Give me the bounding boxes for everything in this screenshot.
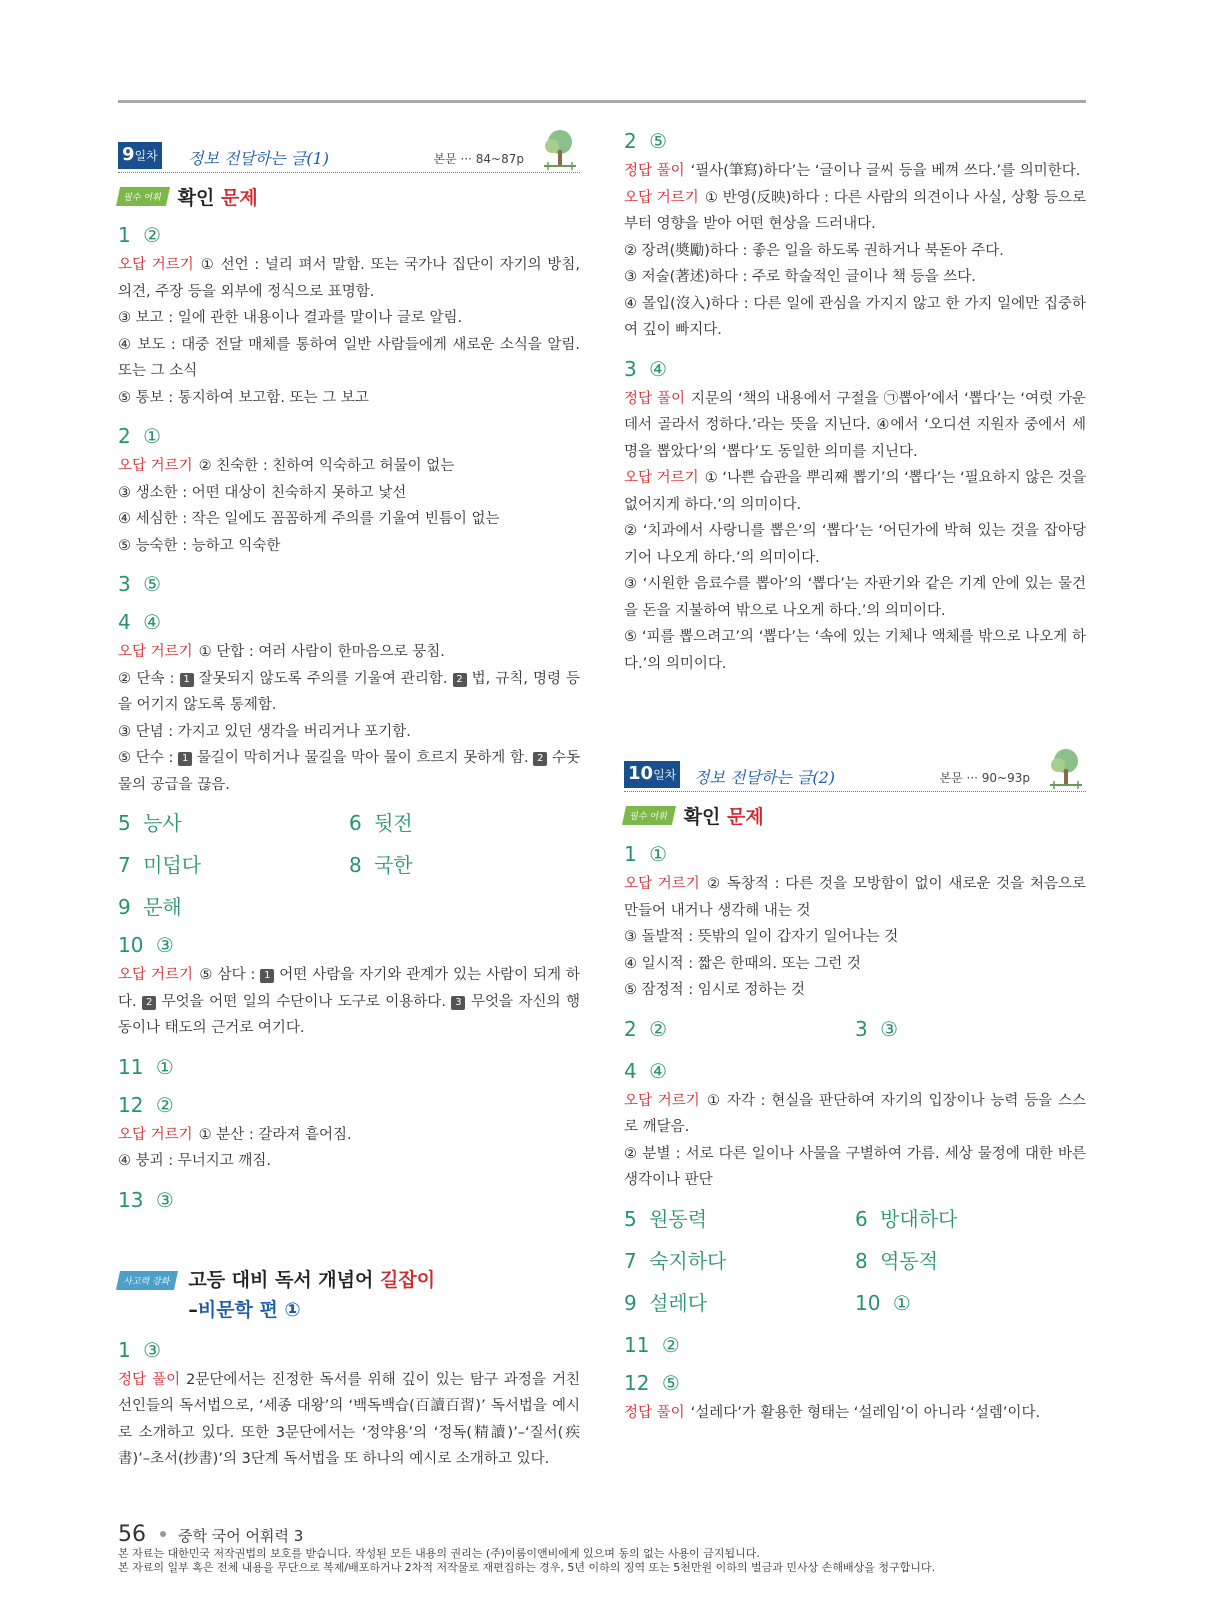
answer-row (624, 1194, 1086, 1236)
answer-value: ④ (143, 610, 162, 634)
explanation (624, 871, 1086, 924)
day9-answer-10 (118, 932, 580, 958)
day10-answer-2 (624, 1016, 855, 1042)
answer-value: ① (649, 842, 668, 866)
explanation-text: 수돗물의 공급을 끊음. (118, 750, 581, 793)
copyright-line-1: 본 자료는 대한민국 저작권법의 보호를 받습니다. 작성된 모든 내용의 권리는 (주)이룸이앤비에게 있으며 동의 없는 사용이 금지됩니다. (118, 1547, 760, 1560)
label-tag: 정답 풀이 (118, 1371, 181, 1388)
explanation (624, 1400, 1086, 1427)
explanation-text: ‘필사(筆寫)하다’는 ‘글이나 글씨 등을 베껴 쓰다.’를 의미한다. (690, 163, 1081, 179)
answer-number: 9 (624, 1290, 637, 1315)
explanation-text: 무엇을 어떤 일의 수단이나 도구로 이용하다. (161, 993, 446, 1010)
explanation-text: ② 친숙한 : 친하여 익숙하고 허물이 없는 (198, 458, 455, 474)
label-tag: 정답 풀이 (624, 1404, 685, 1421)
answer-value: ④ (649, 356, 668, 381)
day10-badge (624, 761, 680, 788)
explanation-text: 무엇을 자신의 행동이나 태도의 근거로 여기다. (118, 993, 581, 1036)
explanation: ⑤ 통보 : 통지하여 보고함. 또는 그 보고 (118, 389, 369, 406)
tree-icon (1048, 747, 1084, 791)
explanation: ④ 붕괴 : 무너지고 깨짐. (118, 1153, 271, 1169)
answer-number: 8 (855, 1248, 868, 1273)
day10-answer-5 (624, 1206, 855, 1232)
explanation (118, 252, 580, 305)
answer-number: 4 (118, 610, 131, 634)
day9-header (118, 128, 580, 173)
day10-answer-4 (624, 1058, 1086, 1084)
explanation-text: 지문의 ‘책의 내용에서 구절을 ㉠뽑아’에서 ‘뽑다’는 ‘여럿 가운데서 골라서 정하다.’라는 뜻을 지닌다. ④에서 ‘오디션 지원자 중에서 세 명을 뽑았다’의 ‘뽑다’도 동일한 의미를 지닌다. (624, 390, 1086, 460)
explanation: ③ 저술(著述)하다 : 주로 학술적인 글이나 책 등을 쓰다. (624, 269, 976, 285)
answer-value: ② (155, 1092, 174, 1117)
day9-section-title-a: 확인 (177, 187, 215, 209)
day10-title: 정보 전달하는 글(2) (694, 768, 836, 787)
day9-section-title (178, 183, 258, 210)
day9-answer-7 (118, 852, 349, 878)
day10-answer-8 (855, 1248, 1086, 1274)
day9-badge-suffix: 일차 (134, 149, 158, 163)
explanation: ⑤ ‘피를 뽑으려고’의 ‘뽑다’는 ‘속에 있는 기체나 액체를 밖으로 나오게 하다.’의 의미이다. (624, 629, 1086, 672)
explanation (624, 465, 1086, 518)
explanation (118, 1122, 580, 1149)
day9-section-head (118, 183, 580, 210)
answer-number: 12 (118, 1092, 144, 1117)
answer-value: ⑤ (649, 129, 668, 153)
answer-row (118, 840, 580, 882)
answer-value: ① (155, 1054, 174, 1079)
explanation-text: 2문단에서는 진정한 독서를 위해 깊이 있는 탐구 과정을 거친 선인들의 독서법으로, ‘세종 대왕’의 ‘백독백습(百讀百習)’ 독서법을 예시로 소개하고 있다. 또한 3문단에서는 ‘정약용’의 ‘정독(精讀)’–‘질서(疾書)’–초서(抄書)’의 3단계 독서법을 또 하나의 예시로 소개하고 있다. (118, 1371, 580, 1467)
day9-answer-5 (118, 810, 349, 836)
answer-number: 11 (118, 1054, 144, 1079)
explanation: ④ 일시적 : 짧은 한때의. 또는 그런 것 (624, 955, 861, 972)
answer-value: 역동적 (880, 1248, 939, 1273)
answer-number: 5 (624, 1206, 637, 1231)
day10-answer-3 (855, 1016, 1086, 1042)
explanation-text: ① 자각 : 현실을 판단하여 자기의 입장이나 능력 등을 스스로 깨달음. (624, 1092, 1086, 1135)
explanation-text: 어떤 사람을 자기와 관계가 있는 사람이 되게 하다. (118, 967, 580, 1010)
explanation (118, 1367, 580, 1473)
explanation-text: ② 단속 : (118, 670, 175, 687)
answer-value: 뒷전 (374, 811, 413, 835)
answer-number: 2 (118, 424, 131, 448)
column-gap (624, 677, 1086, 747)
explanation-text: 잘못되지 않도록 주의를 기울여 관리함. (198, 670, 448, 687)
day10-answer-1 (624, 841, 1086, 867)
sagorak-title (188, 1265, 435, 1325)
explanation: ④ 보도 : 대중 전달 매체를 통하여 일반 사람들에게 새로운 소식을 알림. 또는 그 소식 (118, 336, 580, 379)
sagorak-tag: 사고력 강화 (116, 1271, 178, 1290)
explanation: ③ 돌발적 : 뜻밖의 일이 갑자기 일어나는 것 (624, 929, 899, 945)
explanation: ② 분별 : 서로 다른 일이나 사물을 구별하여 가름. 세상 물정에 대한 바른 생각이나 판단 (624, 1145, 1086, 1188)
number-box: 2 (142, 996, 156, 1010)
explanation (624, 185, 1086, 238)
label-tag: 오답 거르기 (624, 189, 699, 206)
answer-value: ② (143, 223, 162, 247)
day10-section-head (624, 802, 1086, 829)
sagorak-answer-1 (118, 1337, 580, 1363)
day9-answer-1 (118, 222, 580, 248)
answer-row (624, 1278, 1086, 1320)
book-title: 중학 국어 어휘력 3 (178, 1527, 304, 1545)
answer-number: 1 (118, 223, 131, 247)
label-tag: 오답 거르기 (118, 644, 193, 660)
answer-value: 원동력 (649, 1206, 708, 1231)
day10-answer-11 (624, 1332, 1086, 1358)
day9-answer-3 (118, 571, 580, 597)
label-tag: 오답 거르기 (118, 1126, 193, 1143)
left-column (118, 128, 580, 1473)
explanation (118, 639, 580, 666)
day9-section-title-b: 문제 (220, 187, 258, 209)
explanation-text: ⑤ 삼다 : (198, 967, 256, 983)
answer-value: ③ (880, 1016, 899, 1041)
answer-value: 방대하다 (880, 1206, 958, 1231)
answer-number: 1 (118, 1337, 131, 1362)
answer-number: 5 (118, 811, 131, 835)
explanation: ③ 생소한 : 어떤 대상이 친숙하지 못하고 낯선 (118, 484, 407, 501)
answer-number: 8 (349, 853, 362, 877)
explanation (118, 666, 580, 719)
day10-answer-7 (624, 1248, 855, 1274)
answer-number: 10 (855, 1290, 881, 1315)
bullet-dot-icon (160, 1531, 166, 1537)
label-tag: 정답 풀이 (624, 390, 686, 407)
number-box: 3 (451, 996, 465, 1010)
answer-value: ② (649, 1016, 668, 1041)
answer-value: 국한 (374, 853, 413, 877)
label-tag: 오답 거르기 (624, 1092, 700, 1109)
day9-answer-11 (118, 1054, 580, 1080)
explanation-text: ‘설레다’가 활용한 형태는 ‘설레임’이 아니라 ‘설렘’이다. (690, 1404, 1041, 1421)
day10-answer-6 (855, 1206, 1086, 1232)
label-tag: 오답 거르기 (118, 458, 193, 474)
answer-value: ① (892, 1290, 911, 1315)
explanation (624, 1088, 1086, 1141)
tree-icon (542, 128, 578, 172)
label-tag: 오답 거르기 (118, 257, 194, 273)
day9-badge (118, 142, 162, 169)
explanation-text: ① 단합 : 여러 사람이 한마음으로 뭉침. (198, 644, 445, 660)
number-box: 1 (178, 752, 192, 766)
answer-value: 능사 (143, 811, 182, 835)
explanation: ③ 단념 : 가지고 있던 생각을 버리거나 포기함. (118, 723, 411, 740)
day9-answer-6 (349, 810, 580, 836)
day9-section-tag: 필수 어휘 (116, 187, 170, 206)
day10-section-tag: 필수 어휘 (622, 806, 676, 825)
number-box: 2 (533, 752, 547, 766)
answer-number: 7 (624, 1248, 637, 1273)
explanation-text: ① 반영(反映)하다 : 다른 사람의 의견이나 사실, 상황 등으로부터 영향을 받아 어떤 현상을 드러내다. (624, 189, 1086, 232)
label-tag: 오답 거르기 (118, 967, 193, 983)
explanation-text: ① 선언 : 널리 펴서 말함. 또는 국가나 집단이 자기의 방침, 의견, 주장 등을 외부에 정식으로 표명함. (118, 257, 580, 300)
explanation: ③ 보고 : 일에 관한 내용이나 결과를 말이나 글로 알림. (118, 310, 463, 326)
explanation (624, 386, 1086, 466)
day9-answer-9 (118, 894, 580, 920)
explanation: ② ‘치과에서 사랑니를 뽑은’의 ‘뽑다’는 ‘어딘가에 박혀 있는 것을 잡아당기어 나오게 하다.’의 의미이다. (624, 523, 1086, 566)
day10-answer-12 (624, 1370, 1086, 1396)
answer-row (624, 1236, 1086, 1278)
number-box: 1 (180, 673, 194, 687)
answer-number: 3 (855, 1016, 868, 1041)
explanation (624, 158, 1086, 185)
explanation-text: ① 분산 : 갈라져 흩어짐. (198, 1126, 352, 1143)
number-box: 2 (453, 673, 467, 687)
answer-number: 7 (118, 853, 131, 877)
explanation (118, 962, 580, 1042)
answer-value: ③ (155, 1187, 174, 1212)
explanation: ⑤ 능숙한 : 능하고 익숙한 (118, 537, 281, 554)
answer-number: 9 (118, 895, 131, 919)
day10-section-title (684, 802, 764, 829)
day10-badge-number: 10 (628, 763, 654, 784)
answer-value: ③ (143, 1337, 162, 1362)
answer-number: 3 (118, 572, 131, 596)
answer-value: ③ (155, 933, 174, 957)
day10-answer-9 (624, 1290, 855, 1316)
answer-number: 6 (855, 1206, 868, 1231)
answer-value: 숙지하다 (649, 1248, 727, 1273)
day10-badge-suffix: 일차 (653, 768, 677, 782)
copyright-line-2: 본 자료의 일부 혹은 전체 내용을 무단으로 복제/배포하거나 2차적 저작물로 재편집하는 경우, 5년 이하의 징역 또는 5천만원 이하의 벌금과 민사상 손해배상을 청구합니다. (118, 1561, 936, 1574)
answer-number: 2 (624, 129, 637, 153)
answer-row (624, 1004, 1086, 1046)
sagorak-title-b: 길잡이 (380, 1268, 436, 1291)
sagorak-header (118, 1265, 580, 1325)
page-footer (118, 1522, 1098, 1575)
sagorak-title-d: 비문학 편 ① (197, 1298, 301, 1321)
answer-row (118, 798, 580, 840)
day10-section-title-a: 확인 (683, 806, 721, 828)
day9-answer-4 (118, 609, 580, 635)
day9-page-ref: 본문 ··· 84~87p (433, 152, 524, 166)
day9-answer-2b (624, 128, 1086, 154)
explanation: ④ 몰입(沒入)하다 : 다른 일에 관심을 가지지 않고 한 가지 일에만 집중하여 깊이 빠지다. (624, 295, 1086, 338)
sagorak-title-a: 고등 대비 독서 개념어 (188, 1268, 374, 1291)
explanation: ② 장려(奬勵)하다 : 좋은 일을 하도록 권하거나 북돋아 주다. (624, 242, 1004, 259)
explanation: ④ 세심한 : 작은 일에도 꼼꼼하게 주의를 기울여 빈틈이 없는 (118, 511, 500, 527)
day10-answer-10 (855, 1290, 1086, 1316)
day10-section-title-b: 문제 (726, 806, 764, 828)
answer-number: 10 (118, 933, 144, 957)
answer-value: 설레다 (649, 1290, 708, 1315)
right-column (624, 128, 1086, 1426)
answer-value: ④ (649, 1058, 668, 1083)
answer-number: 3 (624, 356, 637, 381)
day9-answer-12 (118, 1092, 580, 1118)
answer-number: 11 (624, 1332, 650, 1357)
explanation (118, 453, 580, 480)
explanation-text: 물길이 막히거나 물길을 막아 물이 흐르지 못하게 함. (196, 750, 529, 766)
label-tag: 오답 거르기 (624, 470, 699, 486)
explanation-text: ② 독창적 : 다른 것을 모방함이 없이 새로운 것을 처음으로 만들어 내거나 생각해 내는 것 (624, 876, 1086, 919)
answer-number: 1 (624, 842, 637, 866)
answer-value: ⑤ (661, 1370, 680, 1395)
day9-answer-8 (349, 852, 580, 878)
answer-value: ① (143, 424, 162, 448)
day9-answer-13 (118, 1187, 580, 1213)
day9-answer-2 (118, 423, 580, 449)
answer-number: 6 (349, 811, 362, 835)
top-rule (118, 100, 1086, 103)
day10-header (624, 747, 1086, 792)
answer-value: 미덥다 (143, 853, 202, 877)
explanation: ⑤ 잠정적 : 임시로 정하는 것 (624, 982, 805, 998)
sagorak-title-dash: – (188, 1298, 198, 1321)
explanation (118, 745, 580, 798)
label-tag: 정답 풀이 (624, 163, 685, 179)
day9-title: 정보 전달하는 글(1) (188, 149, 330, 168)
answer-number: 4 (624, 1058, 637, 1083)
answer-number: 2 (624, 1016, 637, 1041)
day9-badge-number: 9 (122, 144, 135, 165)
explanation: ③ ‘시원한 음료수를 뽑아’의 ‘뽑다’는 자판기와 같은 기계 안에 있는 물건을 돈을 지불하여 밖으로 나오게 하다.’의 의미이다. (624, 576, 1086, 619)
day9-answer-3b (624, 356, 1086, 382)
answer-number: 12 (624, 1370, 650, 1395)
answer-value: ⑤ (143, 572, 162, 596)
explanation-text: ① ‘나쁜 습관을 뿌리째 뽑기’의 ‘뽑다’는 ‘필요하지 않은 것을 없어지게 하다.’의 의미이다. (624, 470, 1086, 513)
answer-value: ② (661, 1332, 680, 1357)
explanation-text: ⑤ 단수 : (118, 750, 174, 766)
explanation-text: 법, 규칙, 명령 등을 어기지 않도록 통제함. (118, 670, 581, 713)
answer-number: 13 (118, 1187, 144, 1212)
label-tag: 오답 거르기 (624, 876, 700, 892)
page-number: 56 (118, 1522, 146, 1547)
answer-value: 문해 (143, 895, 182, 919)
number-box: 1 (260, 969, 274, 983)
day10-page-ref: 본문 ··· 90~93p (939, 771, 1030, 785)
